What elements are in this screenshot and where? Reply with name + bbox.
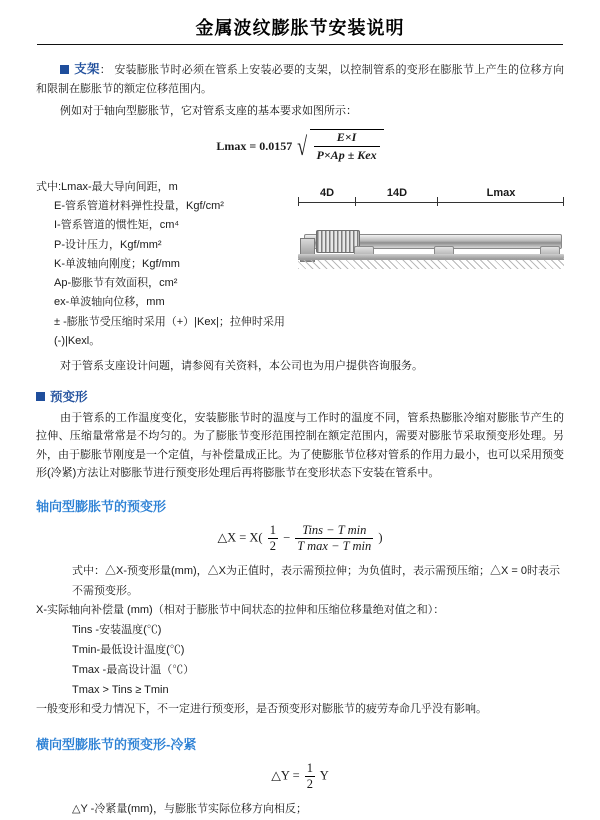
document-content bbox=[0, 45, 600, 820]
axial-equation bbox=[36, 523, 564, 554]
dimension-label: 4D bbox=[317, 187, 337, 199]
dimension-4d bbox=[298, 188, 356, 206]
dimension-labels bbox=[298, 186, 564, 206]
lmax-formula-radical bbox=[295, 130, 383, 164]
predeform-heading: 预变形 bbox=[50, 390, 88, 405]
axial-note: 一般变形和受力情况下，不一定进行预变形，是否预变形对膨胀节的疲劳寿命几乎没有影响。 bbox=[36, 703, 487, 716]
axial-note: 式中：△X-预变形量(mm)，△X为正值时，表示需预拉伸；为负值时，表示需预压缩；△X = 0时表示不需预变形。 bbox=[72, 564, 560, 597]
dimension-14d bbox=[356, 188, 438, 206]
lateral-predeform-subheading: 横向型膨胀节的预变形-冷紧 bbox=[36, 737, 197, 753]
axial-note: Tmax -最高设计温（℃） bbox=[72, 663, 195, 676]
page-title: 金属波纹膨胀节安装说明 bbox=[195, 18, 405, 38]
dimension-label: Lmax bbox=[484, 187, 519, 199]
definition-row: E-管系管道材料弹性投量，Kgf/cm² bbox=[54, 200, 224, 213]
definition-row: ± -膨胀节受压缩时采用（+）|Kex|；拉伸时采用(-)|Kexl。 bbox=[54, 315, 285, 347]
axial-equation-half bbox=[268, 523, 278, 554]
definition-row: ex-单波轴向位移，mm bbox=[54, 296, 165, 309]
axial-note: X-实际轴向补偿量 (mm)（相对于膨胀节中间状态的拉伸和压缩位移量绝对值之和）： bbox=[36, 604, 445, 617]
lmax-formula bbox=[36, 130, 564, 164]
definition-row: P-设计压力，Kgf/mm² bbox=[54, 238, 162, 251]
dimension-lmax bbox=[438, 188, 564, 206]
figure-column bbox=[298, 172, 564, 304]
dimension-line bbox=[438, 202, 564, 203]
dimension-tick bbox=[298, 197, 299, 206]
lateral-equation-lhs: △Y = bbox=[271, 768, 300, 783]
axial-note: Tmax > Tins ≥ Tmin bbox=[72, 683, 169, 696]
support-intro-block: 支架： 安装膨胀节时必须在管系上安装必要的支架，以控制管系的变形在膨胀节上产生的位移方向和限制在膨胀节的额定位移范围内。 bbox=[36, 62, 564, 95]
axial-note: Tins -安装温度(℃) bbox=[72, 624, 162, 637]
blue-square-icon bbox=[60, 65, 69, 74]
predeform-paragraph: 由于管系的工作温度变化，安装膨胀节时的温度与工作时的温度不同，管系热膨胀冷缩对膨胀节产生的拉伸、压缩量常常是不均匀的。为了膨胀节变形范围控制在额定范围内，需要对膨胀节采取预变形处理。另外，由于膨胀节刚度是一个定值，与补偿量成正比。为了使膨胀节位移对管系的作用力最小，也可以采用预变形(冷紧)方法让对膨胀节进行预变形处理后再将膨胀节在变形状态下安装在管系中。 bbox=[36, 412, 564, 479]
blue-square-icon bbox=[36, 392, 45, 401]
support-heading: 支架 bbox=[74, 62, 100, 76]
definition-row: Ap-膨胀节有效面积，cm² bbox=[54, 277, 178, 290]
axial-equation-lhs: △X = X( bbox=[217, 530, 263, 545]
document-page bbox=[0, 14, 600, 816]
definition-row: 式中:Lmax-最大导向间距，m bbox=[36, 180, 178, 193]
sqrt-icon: √ bbox=[297, 131, 308, 161]
predeform-heading-row bbox=[36, 387, 564, 405]
ground-hatching bbox=[298, 259, 564, 269]
support-closing-text: 对于管系支座设计问题，请参阅有关资料，本公司也为用户提供咨询服务。 bbox=[60, 360, 423, 373]
fraction-numerator: 1 bbox=[269, 522, 276, 537]
fraction-denominator: 2 bbox=[306, 777, 314, 792]
dimension-line bbox=[298, 202, 356, 203]
fraction-denominator: T max − T min bbox=[297, 538, 372, 553]
lateral-equation-half bbox=[305, 761, 315, 792]
axial-notes bbox=[36, 562, 564, 720]
definitions-and-figure bbox=[36, 172, 564, 353]
axial-note: Tmin-最低设计温度(℃) bbox=[72, 644, 185, 657]
lateral-notes bbox=[36, 800, 564, 820]
dimension-label: 14D bbox=[384, 187, 410, 199]
dimension-line bbox=[356, 202, 438, 203]
axial-equation-minus: − bbox=[283, 530, 291, 545]
definition-row: I-管系管道的惯性矩，cm⁴ bbox=[54, 219, 180, 232]
pipe-assembly bbox=[298, 208, 564, 280]
fraction-denominator: 2 bbox=[269, 538, 276, 553]
lmax-formula-denominator: P×Ap ± Kex bbox=[316, 147, 377, 162]
fraction-numerator: 1 bbox=[306, 761, 314, 776]
lmax-formula-numerator: E×I bbox=[314, 130, 380, 147]
fraction-numerator: Tins − T min bbox=[295, 523, 373, 539]
lmax-formula-lhs: Lmax = 0.0157 bbox=[216, 138, 293, 153]
axial-equation-temp-ratio bbox=[295, 523, 373, 554]
definition-list bbox=[36, 178, 298, 351]
dimension-tick bbox=[563, 197, 564, 206]
support-example-text: 例如对于轴向型膨胀节，它对管系支座的基本要求如图所示： bbox=[60, 104, 357, 117]
lateral-equation-rhs: Y bbox=[319, 768, 329, 783]
support-intro-text: 安装膨胀节时必须在管系上安装必要的支架，以控制管系的变形在膨胀节上产生的位移方向和限制在膨胀节的额定位移范围内。 bbox=[36, 64, 564, 95]
lateral-note: △Y -冷紧量(mm)，与膨胀节实际位移方向相反； bbox=[72, 803, 307, 816]
expansion-joint-diagram bbox=[298, 186, 564, 304]
axial-predeform-subheading: 轴向型膨胀节的预变形 bbox=[36, 498, 167, 514]
lateral-equation bbox=[36, 761, 564, 792]
axial-equation-rhs: ) bbox=[378, 530, 383, 545]
definition-row: K-单波轴向刚度；Kgf/mm bbox=[54, 257, 180, 270]
